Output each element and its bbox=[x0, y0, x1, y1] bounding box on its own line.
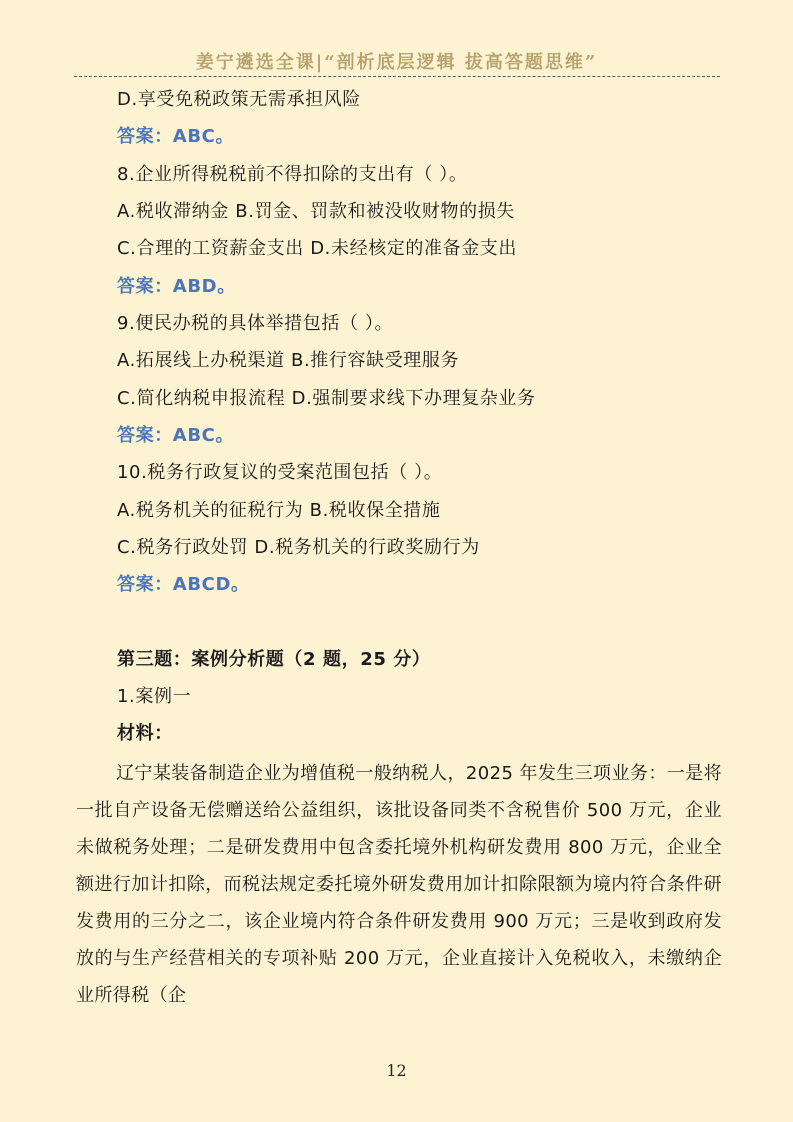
answer-9: 答案：ABC。 bbox=[117, 425, 235, 446]
answer-8: 答案：ABD。 bbox=[117, 276, 236, 297]
case-label: 1.案例一 bbox=[117, 686, 192, 707]
options-8-cd: C.合理的工资薪金支出 D.未经核定的准备金支出 bbox=[117, 238, 517, 259]
options-10-ab: A.税务机关的征税行为 B.税收保全措施 bbox=[117, 500, 441, 521]
material-label: 材料： bbox=[117, 723, 173, 744]
options-9-ab: A.拓展线上办税渠道 B.推行容缺受理服务 bbox=[117, 350, 460, 371]
case-material-text: 辽宁某装备制造企业为增值税一般纳税人，2025 年发生三项业务：一是将一批自产设备无偿赠送给公益组织，该批设备同类不含税售价 500 万元，企业未做税务处理；二是研发费用中包含委托境外机构研发费用 800 万元，企业全额进行加计扣除，而税法规定委托境外研发费用加计扣除限额为境内符合条件研发费用的三分之二，该企业境内符合条件研发费用 900 万元；三是收到政府发放的与生产经营相关的专项补贴 200 万元，企业直接计入免税收入，未缴纳企业所得税（企 bbox=[76, 763, 722, 1006]
question-10: 10.税务行政复议的受案范围包括（ ）。 bbox=[117, 462, 443, 483]
answer-7: 答案：ABC。 bbox=[117, 126, 235, 147]
options-10-cd: C.税务行政处罚 D.税务机关的行政奖励行为 bbox=[117, 537, 480, 558]
question-9: 9.便民办税的具体举措包括（ ）。 bbox=[117, 313, 394, 334]
header-title: 姜宁遴选全课|“剖析底层逻辑 拔高答题思维” bbox=[195, 52, 598, 73]
section-title: 第三题：案例分析题（2 题，25 分） bbox=[117, 649, 431, 670]
question-8: 8.企业所得税税前不得扣除的支出有（ ）。 bbox=[117, 164, 468, 185]
option-line-7d: D.享受免税政策无需承担风险 bbox=[117, 89, 361, 110]
page-number: 12 bbox=[386, 1061, 407, 1080]
options-9-cd: C.简化纳税申报流程 D.强制要求线下办理复杂业务 bbox=[117, 388, 536, 409]
case-material-paragraph bbox=[76, 755, 722, 1014]
options-8-ab: A.税收滞纳金 B.罚金、罚款和被没收财物的损失 bbox=[117, 201, 515, 222]
answer-10: 答案：ABCD。 bbox=[117, 574, 250, 595]
